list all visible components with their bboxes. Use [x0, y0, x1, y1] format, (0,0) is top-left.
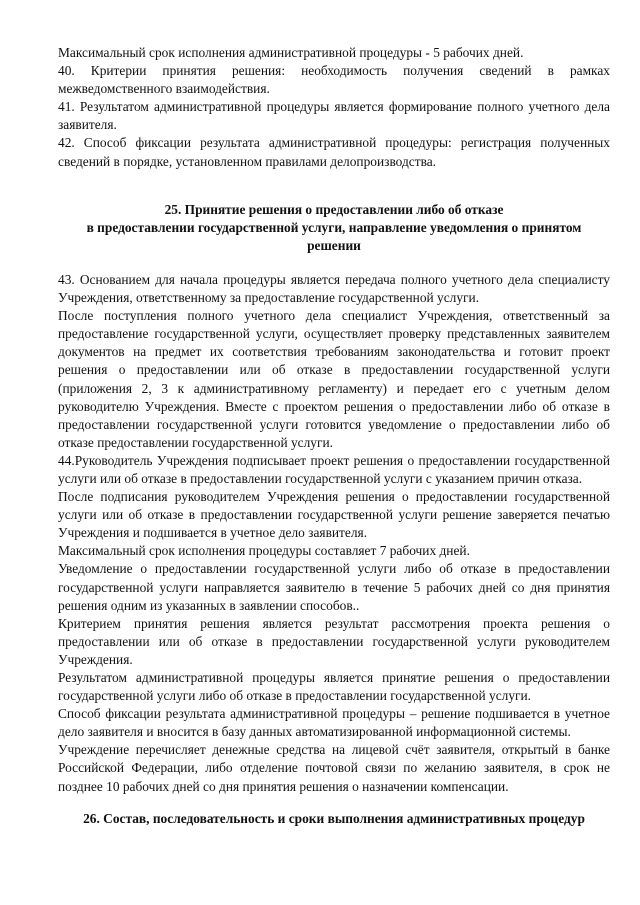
paragraph-criterion: Критерием принятия решения является результат рассмотрения проекта решения о предоставлении или об отказе в предоставлении государственной услуги руководителем Учреждения. — [58, 615, 610, 667]
document-page — [58, 44, 610, 828]
section-25-heading-line1: 25. Принятие решения о предоставлении либо об отказе — [164, 201, 504, 217]
paragraph-40: 40. Критерии принятия решения: необходимость получения сведений в рамках межведомственного взаимодействия. — [58, 63, 610, 97]
spacer — [58, 255, 610, 271]
paragraph-fixation: Способ фиксации результата административной процедуры – решение подшивается в учетное дело заявителя и вносится в базу данных автоматизированной информационной системы. — [58, 706, 610, 740]
paragraph-44: 44.Руководитель Учреждения подписывает проект решения о предоставлении государственной услуги или об отказе в предоставлении государственной услуги с указанием причин отказа. — [58, 452, 610, 486]
paragraph-max-term-7-days: Максимальный срок исполнения процедуры составляет 7 рабочих дней. — [58, 543, 470, 559]
paragraph-after-signing: После подписания руководителем Учреждения решения о предоставлении государственной услуги или об отказе в предоставлении государственной услуги решение заверяется печатью Учреждения и подшивается в учетное дело заявителя. — [58, 489, 610, 541]
section-26-heading: 26. Состав, последовательность и сроки выполнения административных процедур — [83, 810, 585, 826]
paragraph-41: 41. Результатом административной процедуры является формирование полного учетного дела заявителя. — [58, 99, 610, 133]
spacer — [58, 171, 610, 201]
paragraph-43: 43. Основанием для начала процедуры является передача полного учетного дела специалисту Учреждения, ответственному за предоставление государственной услуги. — [58, 271, 610, 306]
spacer — [58, 796, 610, 810]
section-25-heading-line2: в предоставлении государственной услуги, направление уведомления о принятом — [86, 219, 582, 235]
paragraph-transfer: Учреждение перечисляет денежные средства на лицевой счёт заявителя, открытый в банке Российской Федерации, либо отделение почтовой связи по желанию заявителя, в срок не позднее 10 рабочих дней со дня принятия решения о назначении компенсации. — [58, 742, 610, 794]
paragraph-after-receipt: После поступления полного учетного дела специалист Учреждения, ответственный за предоставление государственной услуги, осуществляет проверку представленных заявителем документов на предмет их соответствия требованиям законодательства и готовит проект решения о предоставлении или об отказе в предоставлении государственной услуги (приложения 2, 3 к административному регламенту) и передает его с учетным делом руководителю Учреждения. Вместе с проектом решения о предоставлении либо об отказе в предоставлении государственной услуги готовится уведомление о предоставлении либо об отказе предоставлении государственной услуги. — [58, 308, 610, 450]
paragraph-max-term-5-days: Максимальный срок исполнения административной процедуры - 5 рабочих дней. — [58, 45, 524, 60]
section-25-heading — [58, 201, 610, 255]
section-25-heading-line3: решении — [307, 237, 361, 253]
paragraph-42: 42. Способ фиксации результата административной процедуры: регистрация полученных сведений в порядке, установленном правилами делопроизводства. — [58, 135, 610, 169]
paragraph-notification: Уведомление о предоставлении государственной услуги либо об отказе в предоставлении государственной услуги направляется заявителю в течение 5 рабочих дней со дня принятия решения одним из указанных в заявлении способов.. — [58, 561, 610, 613]
paragraph-result: Результатом административной процедуры является принятие решения о предоставлении государственной услуги либо об отказе в предоставлении государственной услуги. — [58, 670, 610, 704]
